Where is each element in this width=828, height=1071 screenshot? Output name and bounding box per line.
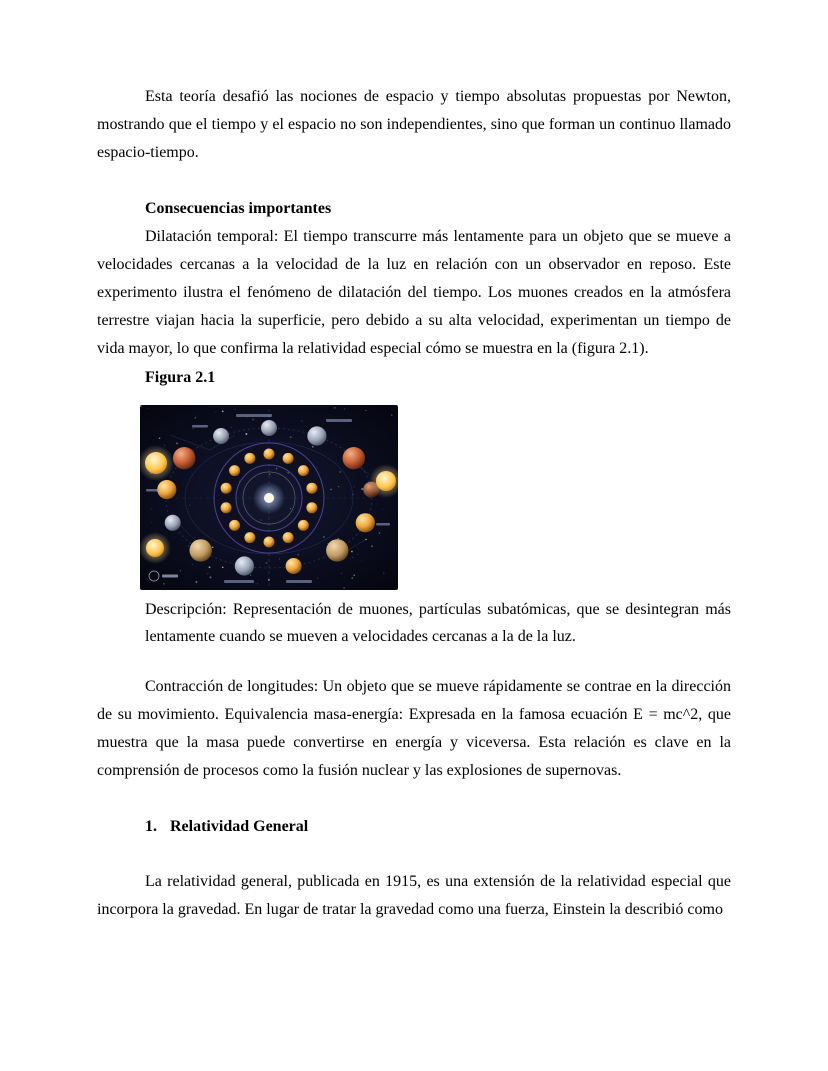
figure-label: Figura 2.1 — [145, 369, 216, 386]
heading-title: Relatividad General — [170, 818, 309, 835]
paragraph-dilatacion: Dilatación temporal: El tiempo transcurre más lentamente para un objeto que se mueve a velocidades cercanas a la velocidad de la luz en relación con un observador en reposo. Este experimento ilustra el fenómeno de dilatación del tiempo. Los muones creados en la atmósfera terrestre viajan hacia la superficie, pero debido a su alta velocidad, experimentan un tiempo de vida mayor, lo que confirma la relatividad especial cómo se muestra en la (figura 2.1). — [97, 228, 731, 357]
paragraph-general: La relatividad general, publicada en 1915, es una extensión de la relatividad especial que incorpora la gravedad. En lugar de tratar la gravedad como una fuerza, Einstein la describió como — [97, 873, 731, 918]
figure-caption: Descripción: Representación de muones, partículas subatómicas, que se desintegran más lentamente cuando se mueven a velocidades cercanas a la de la luz. — [145, 601, 731, 645]
heading-relatividad-general — [97, 813, 731, 841]
figure-image — [140, 405, 398, 590]
muon-orbit-diagram-svg — [140, 405, 398, 590]
paragraph-intro: Esta teoría desafió las nociones de espacio y tiempo absolutas propuestas por Newton, mostrando que el tiempo y el espacio no son independientes, sino que forman un continuo llamado espacio-tiempo. — [97, 88, 731, 161]
paragraph-contraccion: Contracción de longitudes: Un objeto que se mueve rápidamente se contrae en la dirección de su movimiento. Equivalencia masa-energía: Expresada en la famosa ecuación E = mc^2, que muestra que la masa puede convertirse en energía y viceversa. Esta relación es clave en la comprensión de procesos como la fusión nuclear y las explosiones de supernovas. — [97, 678, 731, 779]
heading-consecuencias: Consecuencias importantes — [145, 200, 332, 217]
heading-number: 1. — [145, 818, 157, 835]
